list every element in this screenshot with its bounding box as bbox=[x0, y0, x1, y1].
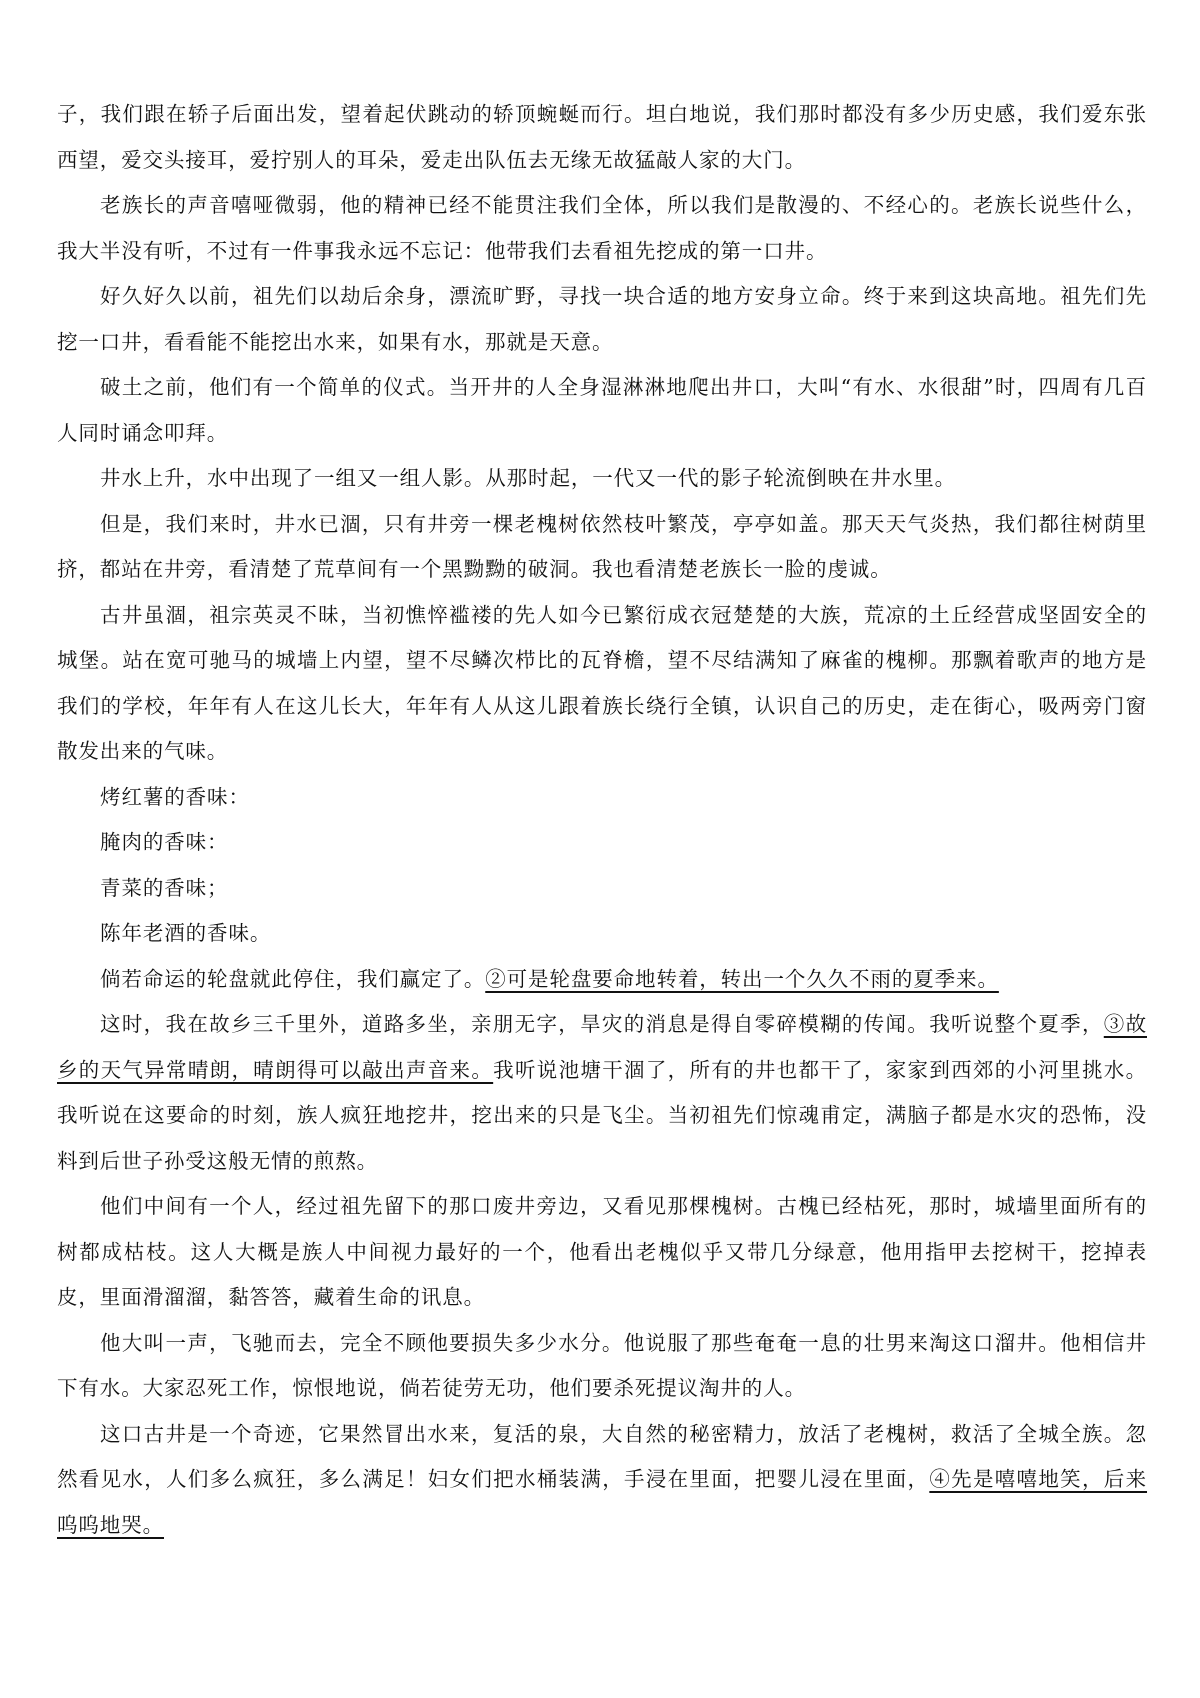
paragraph bbox=[57, 775, 1147, 821]
paragraph bbox=[57, 456, 1147, 502]
underlined-sentence: ②可是轮盘要命地转着，转出一个久久不雨的夏季来。 bbox=[485, 966, 999, 991]
text-segment: 好久好久以前，祖先们以劫后余身，漂流旷野，寻找一块合适的地方安身立命。终于来到这块高地。祖先们先挖一口井，看看能不能挖出水来，如果有水，那就是天意。 bbox=[57, 284, 1147, 354]
paragraph bbox=[57, 1184, 1147, 1321]
paragraph bbox=[57, 502, 1147, 593]
paragraph bbox=[57, 183, 1147, 274]
paragraph bbox=[57, 365, 1147, 456]
text-segment: 古井虽涸，祖宗英灵不昧，当初憔悴褴褛的先人如今已繁衍成衣冠楚楚的大族，荒凉的土丘经营成坚固安全的城堡。站在宽可驰马的城墙上内望，望不尽鳞次栉比的瓦脊檐，望不尽结满知了麻雀的槐柳。那飘着歌声的地方是我们的学校，年年有人在这儿长大，年年有人从这儿跟着族长绕行全镇，认识自己的历史，走在街心，吸两旁门窗散发出来的气味。 bbox=[57, 602, 1147, 763]
text-segment: 子，我们跟在轿子后面出发，望着起伏跳动的轿顶蜿蜒而行。坦白地说，我们那时都没有多少历史感，我们爱东张西望，爱交头接耳，爱拧别人的耳朵，爱走出队伍去无缘无故猛敲人家的大门。 bbox=[57, 102, 1147, 172]
text-segment: 这时，我在故乡三千里外，道路多坐，亲朋无字，旱灾的消息是得自零碎模糊的传闻。我听说整个夏季， bbox=[100, 1012, 1104, 1036]
paragraph bbox=[57, 1321, 1147, 1412]
text-segment: 他大叫一声，飞驰而去，完全不顾他要损失多少水分。他说服了那些奄奄一息的壮男来淘这口溜井。他相信井下有水。大家忍死工作，惊恨地说，倘若徒劳无功，他们要杀死提议淘井的人。 bbox=[57, 1330, 1147, 1400]
text-segment: 井水上升，水中出现了一组又一组人影。从那时起，一代又一代的影子轮流倒映在井水里。 bbox=[100, 466, 957, 490]
text-segment: 倘若命运的轮盘就此停住，我们赢定了。 bbox=[100, 966, 486, 991]
text-segment: 破土之前，他们有一个简单的仪式。当开井的人全身湿淋淋地爬出井口，大叫“有水、水很甜”时，四周有几百人同时诵念叩拜。 bbox=[57, 375, 1147, 445]
paragraph bbox=[57, 866, 1147, 912]
underlined-sentence: ③故乡的天气异常晴朗，晴朗得可以敲出声音来。 bbox=[57, 1012, 1147, 1082]
paragraph bbox=[57, 92, 1147, 183]
text-segment: 但是，我们来时，井水已涸，只有井旁一棵老槐树依然枝叶繁茂，亭亭如盖。那天天气炎热，我们都往树荫里挤，都站在井旁，看清楚了荒草间有一个黑黝黝的破洞。我也看清楚老族长一脸的虔诚。 bbox=[57, 511, 1147, 581]
paragraph bbox=[57, 274, 1147, 365]
paragraph bbox=[57, 1002, 1147, 1184]
paragraph bbox=[57, 911, 1147, 957]
paragraph bbox=[57, 1412, 1147, 1549]
paragraph bbox=[57, 957, 1147, 1003]
paragraph bbox=[57, 820, 1147, 866]
text-segment: 我听说池塘干涸了，所有的井也都干了，家家到西郊的小河里挑水。我听说在这要命的时刻，族人疯狂地挖井，挖出来的只是飞尘。当初祖先们惊魂甫定，满脑子都是水灾的恐怖，没料到后世子孙受这般无情的煎熬。 bbox=[57, 1057, 1148, 1173]
text-segment: 他们中间有一个人，经过祖先留下的那口废井旁边，又看见那棵槐树。古槐已经枯死，那时，城墙里面所有的树都成枯枝。这人大概是族人中间视力最好的一个，他看出老槐似乎又带几分绿意，他用指甲去挖树干，挖掉表皮，里面滑溜溜，黏答答，藏着生命的讯息。 bbox=[57, 1194, 1147, 1309]
text-segment: 老族长的声音嘻哑微弱，他的精神已经不能贯注我们全体，所以我们是散漫的、不经心的。老族长说些什么，我大半没有听，不过有一件事我永远不忘记：他带我们去看祖先挖成的第一口井。 bbox=[57, 193, 1147, 263]
text-segment: 烤红薯的香味： bbox=[100, 784, 250, 809]
document-body bbox=[57, 92, 1147, 1548]
text-segment: 陈年老酒的香味。 bbox=[100, 921, 272, 945]
text-segment: 青菜的香味； bbox=[100, 875, 229, 900]
underlined-sentence: ④先是嘻嘻地笑，后来呜呜地哭。 bbox=[57, 1467, 1148, 1537]
paragraph bbox=[57, 593, 1147, 775]
text-segment: 这口古井是一个奇迹，它果然冒出水来，复活的泉，大自然的秘密精力，放活了老槐树，救活了全城全族。忽然看见水，人们多么疯狂，多么满足！妇女们把水桶装满，手浸在里面，把婴儿浸在里面， bbox=[57, 1421, 1147, 1491]
text-segment: 腌肉的香味： bbox=[100, 830, 229, 854]
